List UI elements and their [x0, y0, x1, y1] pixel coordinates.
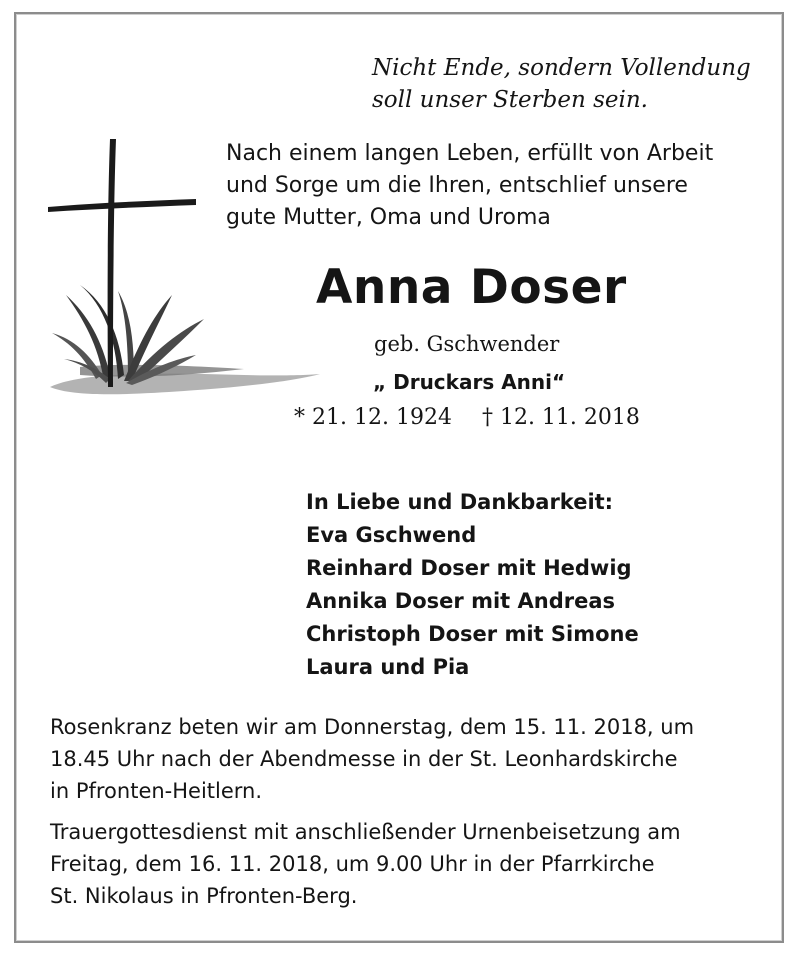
deceased-name: Anna Doser: [316, 260, 627, 315]
birth-date: * 21. 12. 1924: [294, 405, 452, 430]
maiden-name: geb. Gschwender: [374, 332, 560, 356]
service-line: Trauergottesdienst mit anschließender Urnenbeisetzung am: [50, 820, 681, 844]
service-line: St. Nikolaus in Pfronten-Berg.: [50, 884, 358, 908]
family-list: [306, 486, 639, 684]
family-member: Eva Gschwend: [306, 523, 477, 547]
funeral-service-info: [50, 816, 681, 912]
death-date: † 12. 11. 2018: [481, 405, 640, 430]
rosary-line: in Pfronten-Heitlern.: [50, 779, 263, 803]
life-dates: [294, 405, 640, 430]
family-member: Christoph Doser mit Simone: [306, 622, 639, 646]
family-member: Annika Doser mit Andreas: [306, 589, 616, 613]
motto-verse: [372, 52, 751, 116]
intro-text: [226, 138, 713, 234]
service-line: Freitag, dem 16. 11. 2018, um 9.00 Uhr in der Pfarrkirche: [50, 852, 655, 876]
nickname: „ Druckars Anni“: [373, 370, 566, 394]
family-member: Laura und Pia: [306, 655, 470, 679]
intro-line: gute Mutter, Oma und Uroma: [226, 205, 551, 230]
rosary-line: 18.45 Uhr nach der Abendmesse in der St. Leonhardskirche: [50, 747, 678, 771]
family-heading: In Liebe und Dankbarkeit:: [306, 490, 614, 514]
family-member: Reinhard Doser mit Hedwig: [306, 556, 632, 580]
motto-line: Nicht Ende, sondern Vollendung: [372, 55, 751, 81]
motto-line: soll unser Sterben sein.: [372, 87, 648, 113]
rosary-info: [50, 711, 694, 807]
rosary-line: Rosenkranz beten wir am Donnerstag, dem 15. 11. 2018, um: [50, 715, 695, 739]
intro-line: und Sorge um die Ihren, entschlief unsere: [226, 173, 688, 198]
intro-line: Nach einem langen Leben, erfüllt von Arbeit: [226, 141, 714, 166]
